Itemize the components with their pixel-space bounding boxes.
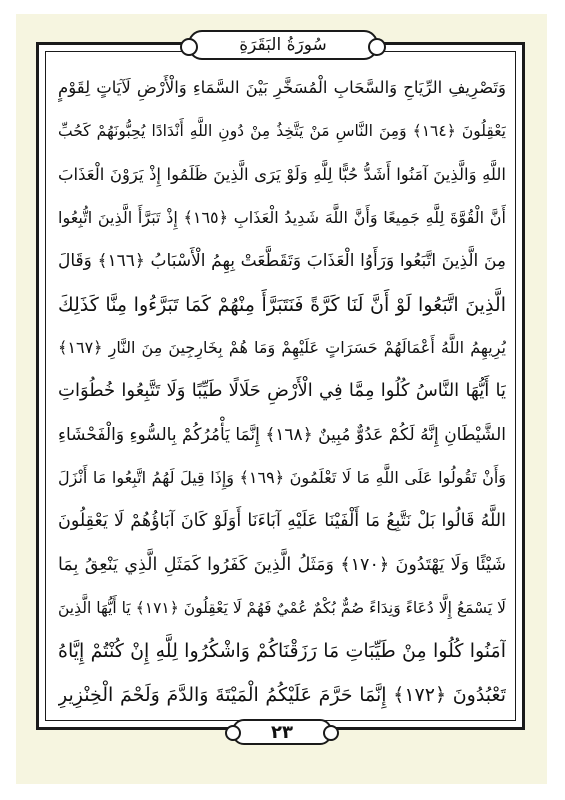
text-line: اللَّهُ قَالُوا بَلْ نَتَّبِعُ مَا أَلْفَيْنَا عَلَيْهِ آبَاءَنَا أَوَلَوْ كَانَ آبَاؤُهُمْ لَا يَعْقِلُونَ bbox=[58, 511, 506, 532]
text-line: تَعْبُدُونَ ﴿١٧٢﴾ إِنَّمَا حَرَّمَ عَلَيْكُمُ الْمَيْتَةَ وَالدَّمَ وَلَحْمَ الْخِنْزِيرِ bbox=[58, 683, 506, 706]
text-line: يَعْقِلُونَ ﴿١٦٤﴾ وَمِنَ النَّاسِ مَنْ يَتَّخِذُ مِنْ دُونِ اللَّهِ أَنْدَادًا يُحِبُّونَهُمْ كَحُبِّ bbox=[58, 122, 506, 141]
text-line: اللَّهِ وَالَّذِينَ آمَنُوا أَشَدُّ حُبًّا لِلَّهِ وَلَوْ يَرَى الَّذِينَ ظَلَمُوا إِذْ يَرَوْنَ الْعَذَابَ bbox=[58, 164, 506, 184]
page-number-cartouche bbox=[232, 719, 332, 745]
surah-title-cartouche bbox=[188, 30, 378, 60]
text-line: مِنَ الَّذِينَ اتَّبَعُوا وَرَأَوُا الْعَذَابَ وَتَقَطَّعَتْ بِهِمُ الْأَسْبَابُ ﴿١٦٦﴾ وَقَالَ bbox=[58, 251, 506, 272]
quran-text-block bbox=[58, 66, 506, 716]
text-line: شَيْئًا وَلَا يَهْتَدُونَ ﴿١٧٠﴾ وَمَثَلُ الَّذِينَ كَفَرُوا كَمَثَلِ الَّذِي يَنْعِقُ بِمَا bbox=[58, 554, 506, 575]
text-line: أَنَّ الْقُوَّةَ لِلَّهِ جَمِيعًا وَأَنَّ اللَّهَ شَدِيدُ الْعَذَابِ ﴿١٦٥﴾ إِذْ تَبَرَّأَ الَّذِينَ اتُّبِعُوا bbox=[58, 207, 506, 227]
text-line: وَأَنْ تَقُولُوا عَلَى اللَّهِ مَا لَا تَعْلَمُونَ ﴿١٦٩﴾ وَإِذَا قِيلَ لَهُمُ اتَّبِعُوا مَا أَنْزَلَ bbox=[58, 467, 506, 487]
text-line: يَا أَيُّهَا النَّاسُ كُلُوا مِمَّا فِي الْأَرْضِ حَلَالًا طَيِّبًا وَلَا تَتَّبِعُوا خُطُوَاتِ bbox=[58, 380, 506, 402]
text-line: يُرِيهِمُ اللَّهُ أَعْمَالَهُمْ حَسَرَاتٍ عَلَيْهِمْ وَمَا هُمْ بِخَارِجِينَ مِنَ النَّارِ ﴿١٦٧﴾ bbox=[58, 337, 506, 357]
text-line: الَّذِينَ اتَّبَعُوا لَوْ أَنَّ لَنَا كَرَّةً فَنَتَبَرَّأَ مِنْهُمْ كَمَا تَبَرَّءُوا مِنَّا كَذَلِكَ bbox=[58, 293, 506, 316]
text-line: وَتَصْرِيفِ الرِّيَاحِ وَالسَّحَابِ الْمُسَخَّرِ بَيْنَ السَّمَاءِ وَالْأَرْضِ لَآيَاتٍ لِقَوْمٍ bbox=[58, 78, 506, 97]
text-line: آمَنُوا كُلُوا مِنْ طَيِّبَاتِ مَا رَزَقْنَاكُمْ وَاشْكُرُوا لِلَّهِ إِنْ كُنْتُمْ إِيَّاهُ bbox=[58, 640, 506, 663]
text-line: الشَّيْطَانِ إِنَّهُ لَكُمْ عَدُوٌّ مُبِينٌ ﴿١٦٨﴾ إِنَّمَا يَأْمُرُكُمْ بِالسُّوءِ وَالْفَحْشَاءِ bbox=[58, 424, 506, 445]
text-line: لَا يَسْمَعُ إِلَّا دُعَاءً وَنِدَاءً صُمٌّ بُكْمٌ عُمْيٌ فَهُمْ لَا يَعْقِلُونَ ﴿١٧١﴾ يَا أَيُّهَا الَّذِينَ bbox=[58, 598, 506, 617]
surah-title: سُورَةُ البَقَرَةِ bbox=[239, 35, 327, 55]
page-number: ٢٣ bbox=[271, 721, 293, 743]
